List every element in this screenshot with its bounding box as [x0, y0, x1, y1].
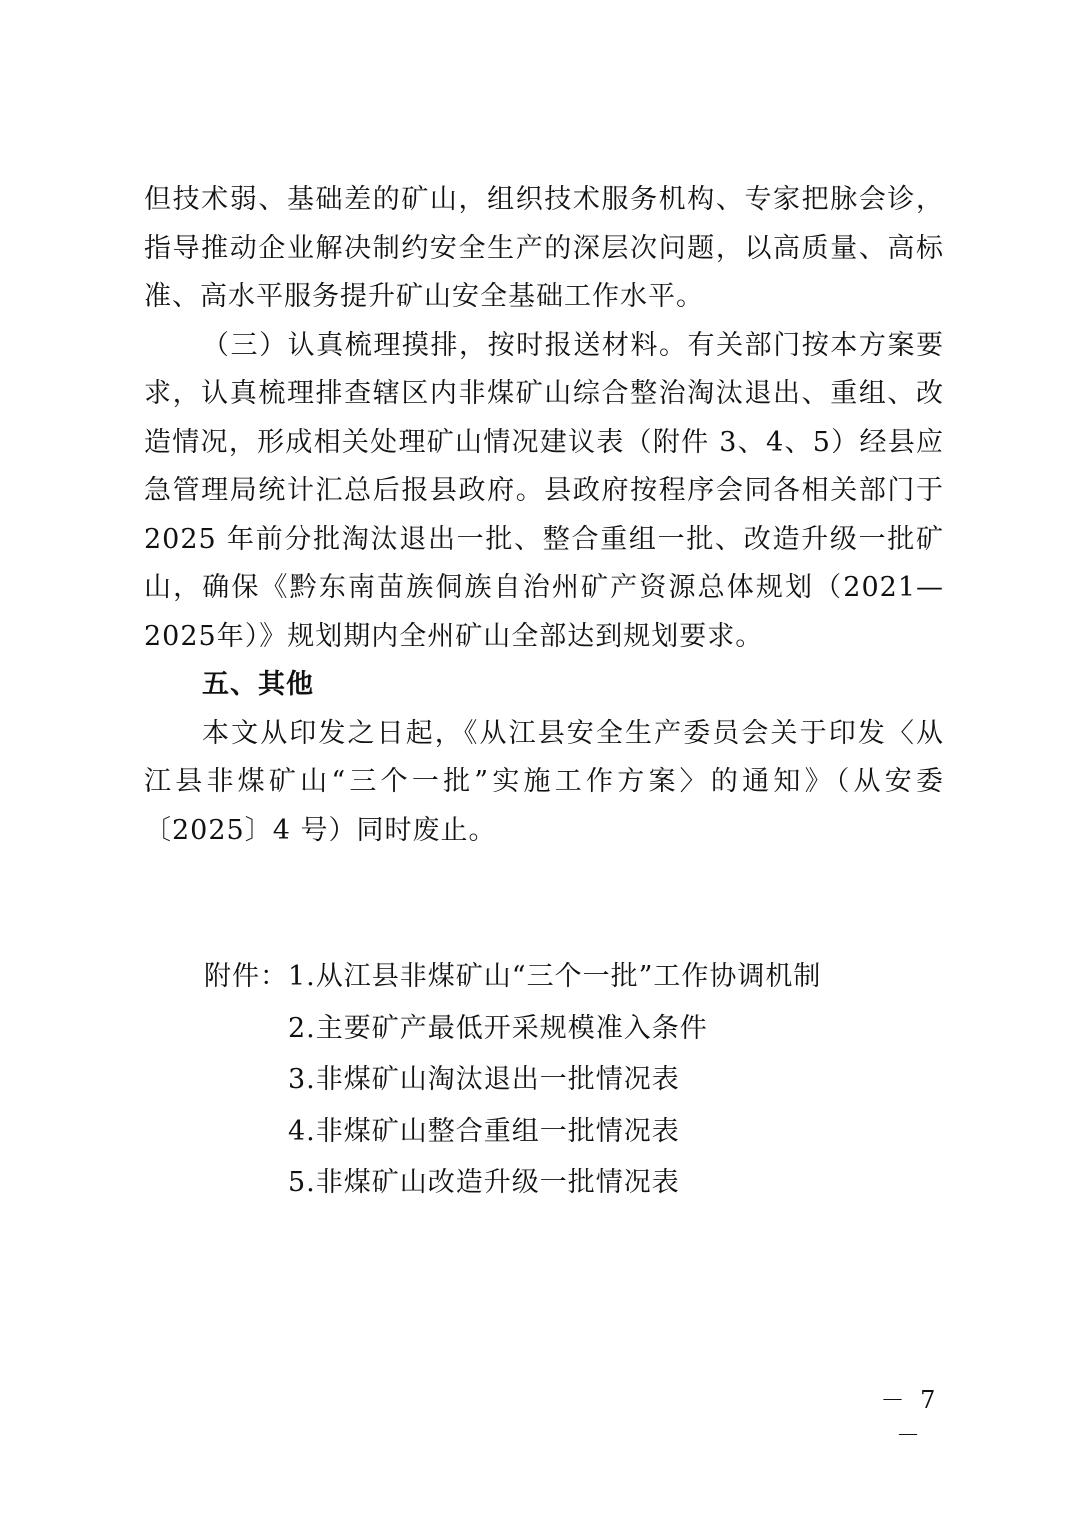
- attachments-list: [204, 951, 964, 1209]
- paragraph-repeal-notice: 本文从印发之日起，《从江县安全生产委员会关于印发〈从江县非煤矿山“三个一批”实施工作方案〉的通知》（从安委〔2025〕4 号）同时废止。: [144, 717, 944, 846]
- paragraph-section-3: （三）认真梳理摸排，按时报送材料。有关部门按本方案要求，认真梳理排查辖区内非煤矿山综合整治淘汰退出、重组、改造情况，形成相关处理矿山情况建议表（附件 3、4、5）经县应急管理局统计汇总后报县政府。县政府按程序会同各相关部门于 2025 年前分批淘汰退出一批、整合重组一批、改造升级一批矿山，确保《黔东南苗族侗族自治州矿产资源总体规划（2021—2025年）》规划期内全州矿山全部达到规划要求。: [144, 329, 944, 652]
- attachment-item-5: 5.非煤矿山改造升级一批情况表: [288, 1167, 680, 1198]
- attachment-item-1: 附件：1.从江县非煤矿山“三个一批”工作协调机制: [204, 951, 964, 1003]
- body-text: [144, 176, 944, 855]
- attachment-item-2: 2.主要矿产最低开采规模准入条件: [288, 1012, 708, 1044]
- attachments-label: 附件：: [204, 961, 288, 992]
- paragraph-continued: 但技术弱、基础差的矿山，组织技术服务机构、专家把脉会诊，指导推动企业解决制约安全生产的深层次问题，以高质量、高标准、高水平服务提升矿山安全基础工作水平。: [144, 184, 944, 312]
- page-number: － 7 －: [880, 1386, 940, 1449]
- attachment-item-4: 4.非煤矿山整合重组一批情况表: [288, 1115, 680, 1147]
- attachment-item-3: 3.非煤矿山淘汰退出一批情况表: [288, 1064, 680, 1095]
- section-heading-other: 五、其他: [202, 669, 314, 700]
